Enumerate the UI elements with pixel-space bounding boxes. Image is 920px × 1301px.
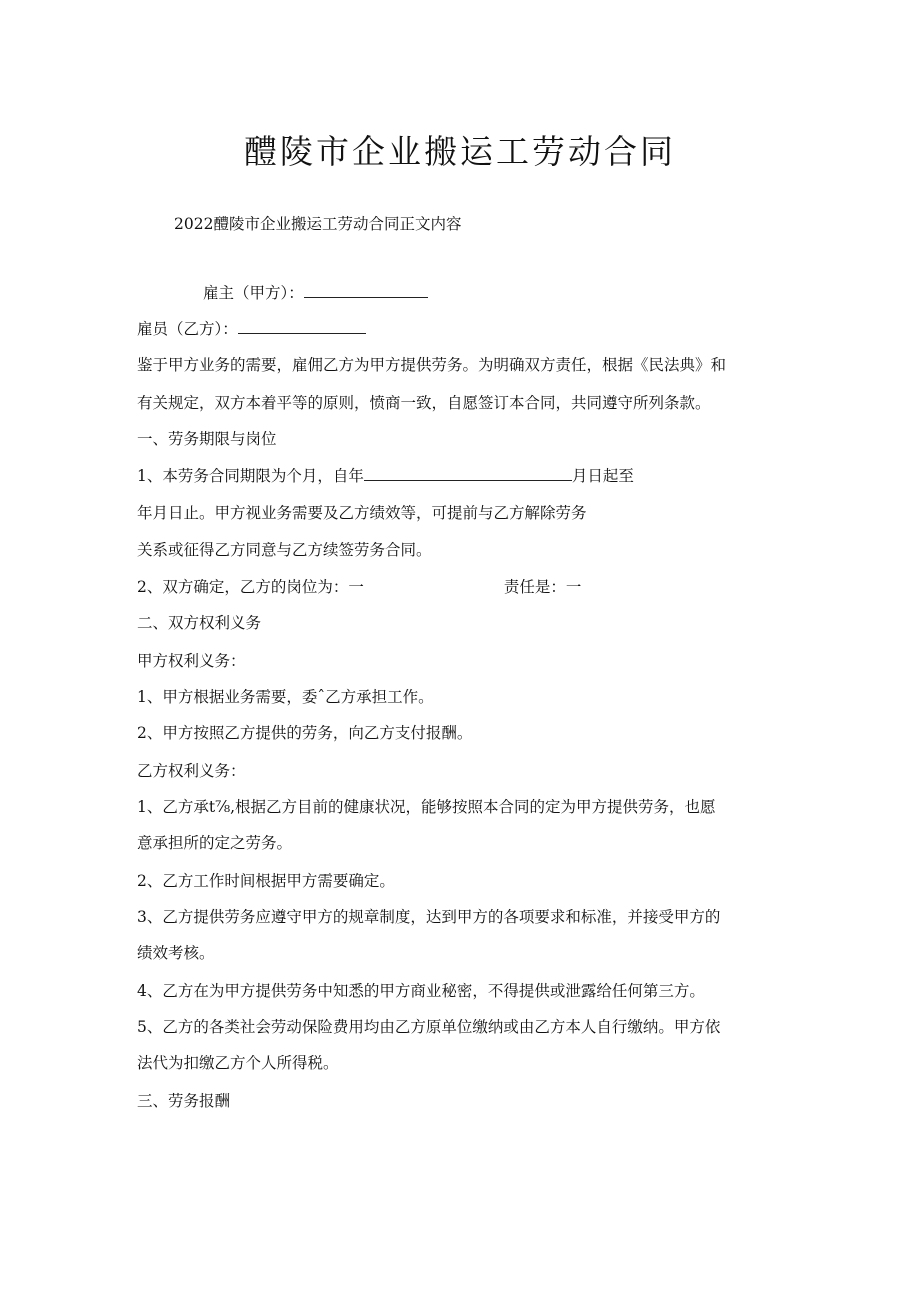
- party-b-item-1-line-1: 1、乙方承t⅞,根据乙方目前的健康状况，能够按照本合同的定为甲方提供劳务，也愿: [137, 798, 716, 816]
- section-3-heading: 三、劳务报酬: [137, 1092, 231, 1110]
- party-b-item-3-line-2: 绩效考核。: [137, 944, 215, 962]
- party-a-item-1: 1、甲方根据业务需要，委ˆ乙方承担工作。: [137, 688, 434, 706]
- s1-item2-part2: 责任是：一: [503, 578, 582, 596]
- s1-item1-part2: 月日起至: [571, 467, 634, 485]
- party-b-item-5-line-1: 5、乙方的各类社会劳动保险费用均由乙方原单位缴纳或由乙方本人自行缴纳。甲方依: [137, 1018, 721, 1036]
- party-b-item-5-line-2: 法代为扣缴乙方个人所得税。: [137, 1054, 339, 1072]
- s1-item1-part1: 1、本劳务合同期限为个月，自年: [137, 467, 364, 485]
- party-b-item-3-line-1: 3、乙方提供劳务应遵守甲方的规章制度，达到甲方的各项要求和标准，并接受甲方的: [137, 908, 721, 926]
- party-b-item-2: 2、乙方工作时间根据甲方需要确定。: [137, 872, 395, 890]
- section-2-heading: 二、双方权利义务: [137, 614, 262, 632]
- date-blank: [364, 466, 572, 481]
- intro-line-2: 有关规定，双方本着平等的原则，愤商一致，自愿签订本合同，共同遵守所列条款。: [137, 394, 711, 412]
- party-a-item-2: 2、甲方按照乙方提供的劳务，向乙方支付报酬。: [137, 724, 473, 742]
- employee-label: 雇员（乙方）：: [137, 320, 238, 338]
- s1-item1-line3: 关系或征得乙方同意与乙方续签劳务合同。: [137, 541, 432, 559]
- intro-line-1: 鉴于甲方业务的需要，雇佣乙方为甲方提供劳务。为明确双方责任，根据《民法典》和: [137, 356, 727, 374]
- s1-item2-line: [137, 576, 581, 598]
- subtitle: 2022醴陵市企业搬运工劳动合同正文内容: [174, 215, 462, 233]
- employee-line: [137, 318, 366, 340]
- s1-item1-line1: [137, 465, 634, 487]
- employer-blank: [304, 283, 428, 298]
- s1-item1-line2: 年月日止。甲方视业务需要及乙方绩效等，可提前与乙方解除劳务: [137, 504, 587, 522]
- section-1-heading: 一、劳务期限与岗位: [137, 430, 277, 448]
- employer-line: [203, 282, 428, 304]
- party-b-heading: 乙方权利义务：: [137, 762, 246, 780]
- party-a-heading: 甲方权利义务：: [137, 652, 246, 670]
- s1-item2-part1: 2、双方确定，乙方的岗位为：一: [137, 578, 364, 596]
- document-title: 醴陵市企业搬运工劳动合同: [244, 132, 676, 171]
- employer-label: 雇主（甲方）：: [203, 284, 304, 302]
- employee-blank: [238, 319, 366, 334]
- party-b-item-4: 4、乙方在为甲方提供劳务中知悉的甲方商业秘密，不得提供或泄露给任何第三方。: [137, 982, 705, 1000]
- party-b-item-1-line-2: 意承担所的定之劳务。: [137, 834, 293, 852]
